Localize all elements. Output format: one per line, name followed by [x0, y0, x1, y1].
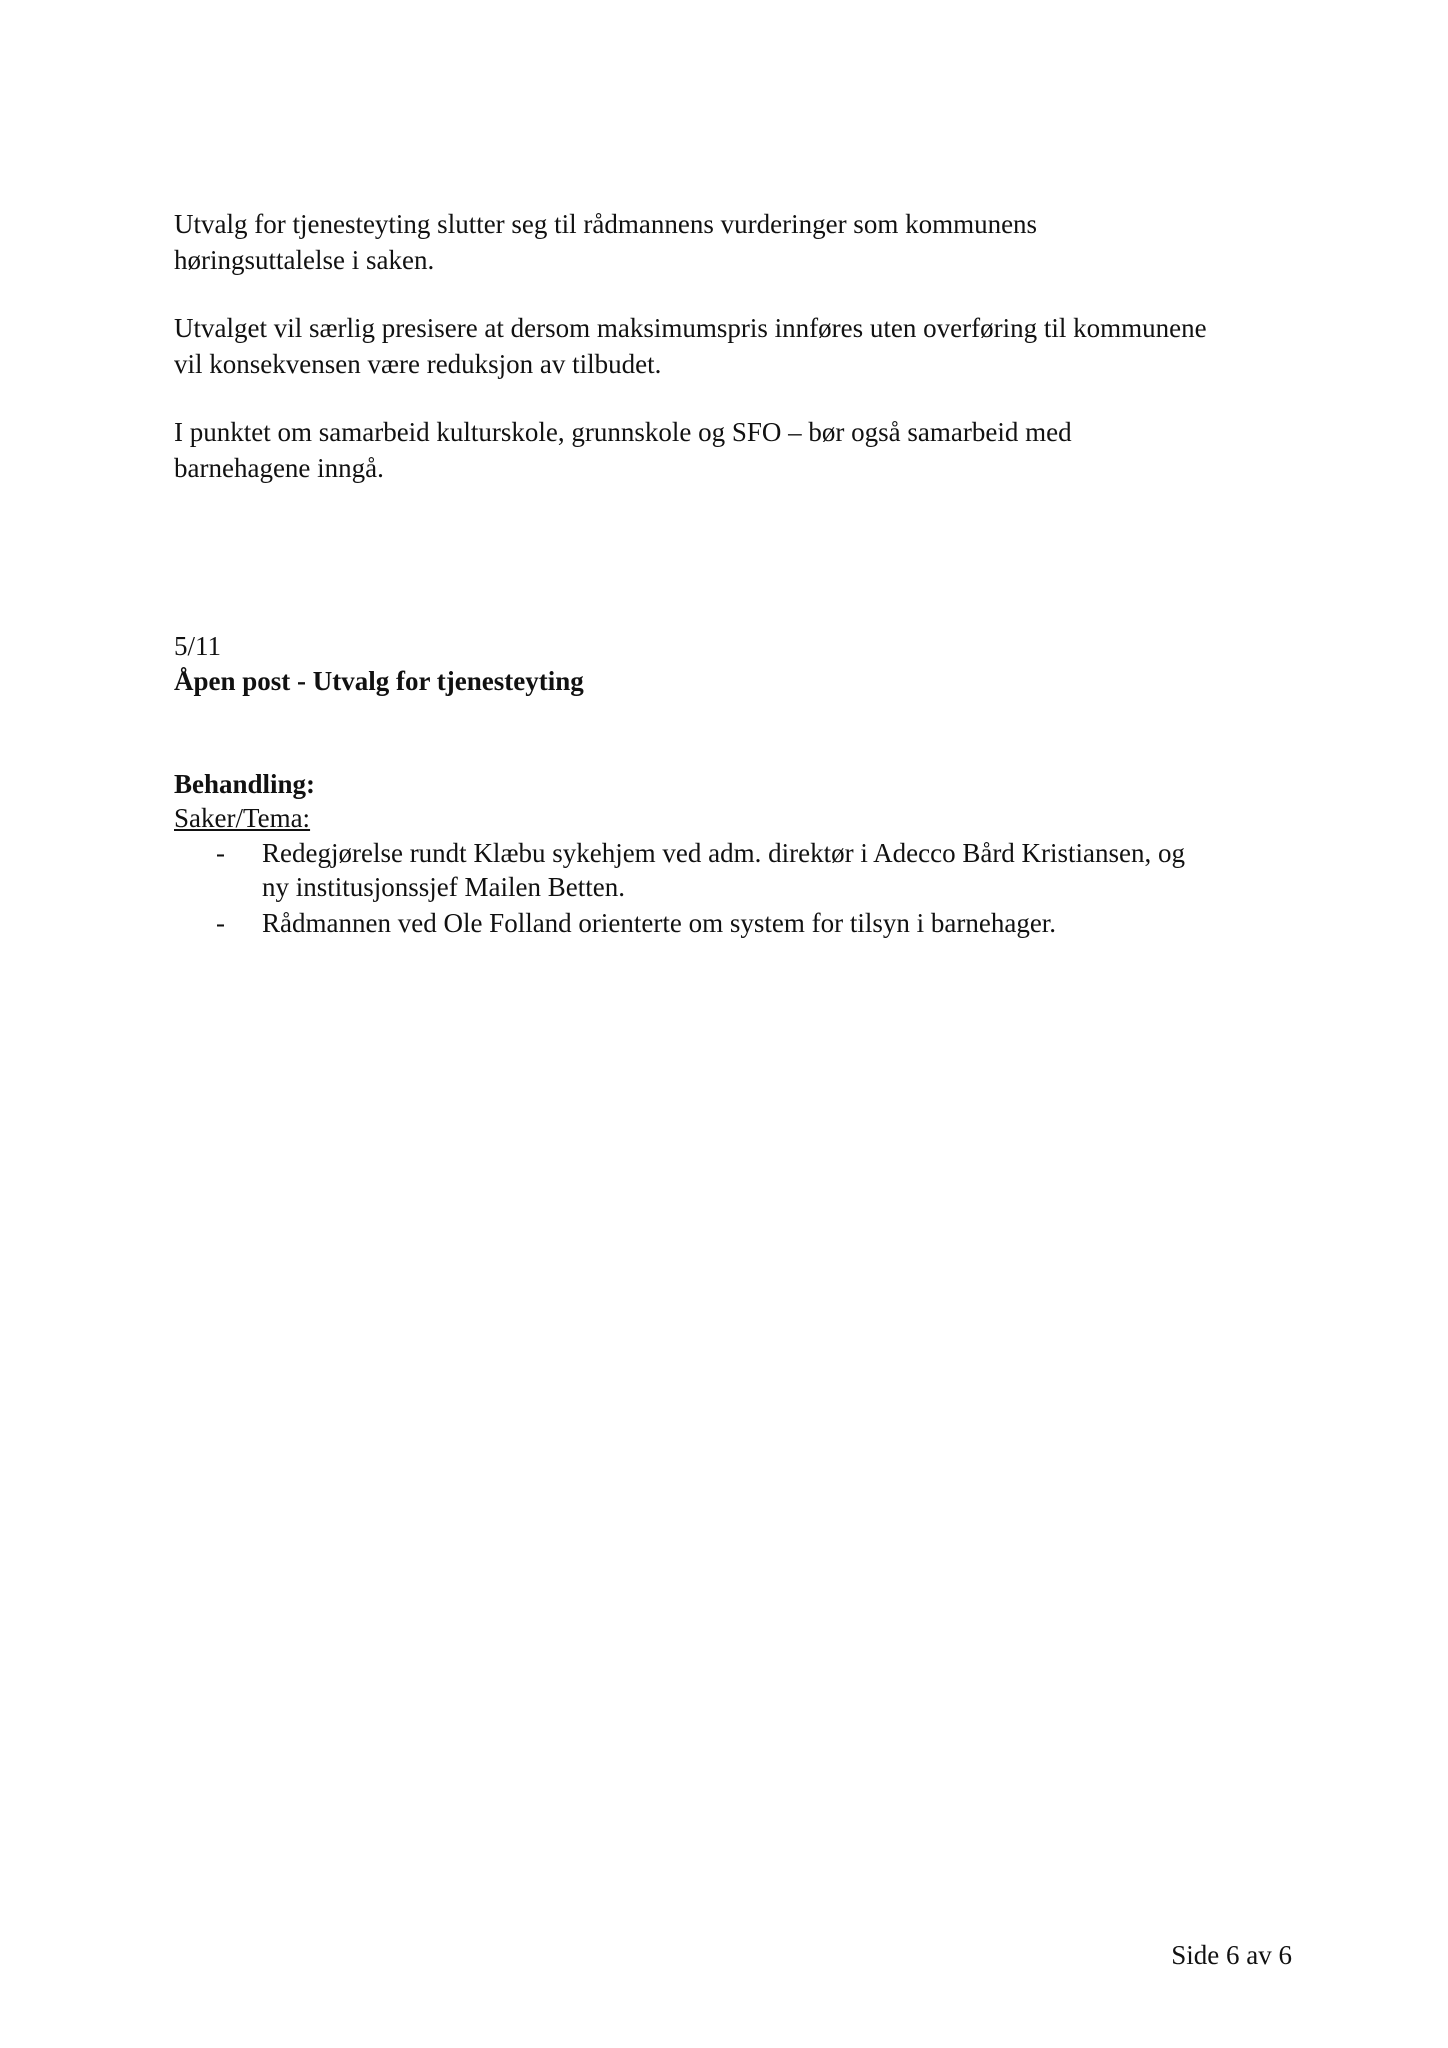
list-item-line: Redegjørelse rundt Klæbu sykehjem ved adm. direktør i Adecco Bård Kristiansen, og: [262, 838, 1186, 868]
list-item: [174, 906, 1324, 940]
topics-list: [174, 836, 1324, 942]
topics-subheading: Saker/Tema:: [174, 803, 311, 833]
bullet-dash: -: [216, 908, 225, 938]
paragraph-emphasis: [174, 310, 1324, 382]
list-item: [174, 836, 1324, 904]
bullet-dash: -: [216, 838, 225, 868]
paragraph-cooperation: [174, 414, 1324, 486]
paragraph-line: vil konsekvensen være reduksjon av tilbudet.: [174, 349, 662, 379]
treatment-heading: Behandling:: [174, 769, 316, 799]
page-number: Side 6 av 6: [1171, 1940, 1292, 1970]
paragraph-line: høringsuttalelse i saken.: [174, 245, 435, 275]
paragraph-line: I punktet om samarbeid kulturskole, grunnskole og SFO – bør også samarbeid med: [174, 417, 1072, 447]
paragraph-line: Utvalget vil særlig presisere at dersom maksimumspris innføres uten overføring til kommunene: [174, 313, 1207, 343]
case-number: 5/11: [174, 631, 221, 661]
paragraph-line: barnehagene inngå.: [174, 453, 384, 483]
case-title: Åpen post - Utvalg for tjenesteyting: [174, 666, 584, 696]
paragraph-line: Utvalg for tjenesteyting slutter seg til rådmannens vurderinger som kommunens: [174, 209, 1038, 239]
paragraph-statement: [174, 206, 1324, 278]
list-item-line: Rådmannen ved Ole Folland orienterte om system for tilsyn i barnehager.: [262, 908, 1057, 938]
list-item-line: ny institusjonssjef Mailen Betten.: [262, 872, 625, 902]
